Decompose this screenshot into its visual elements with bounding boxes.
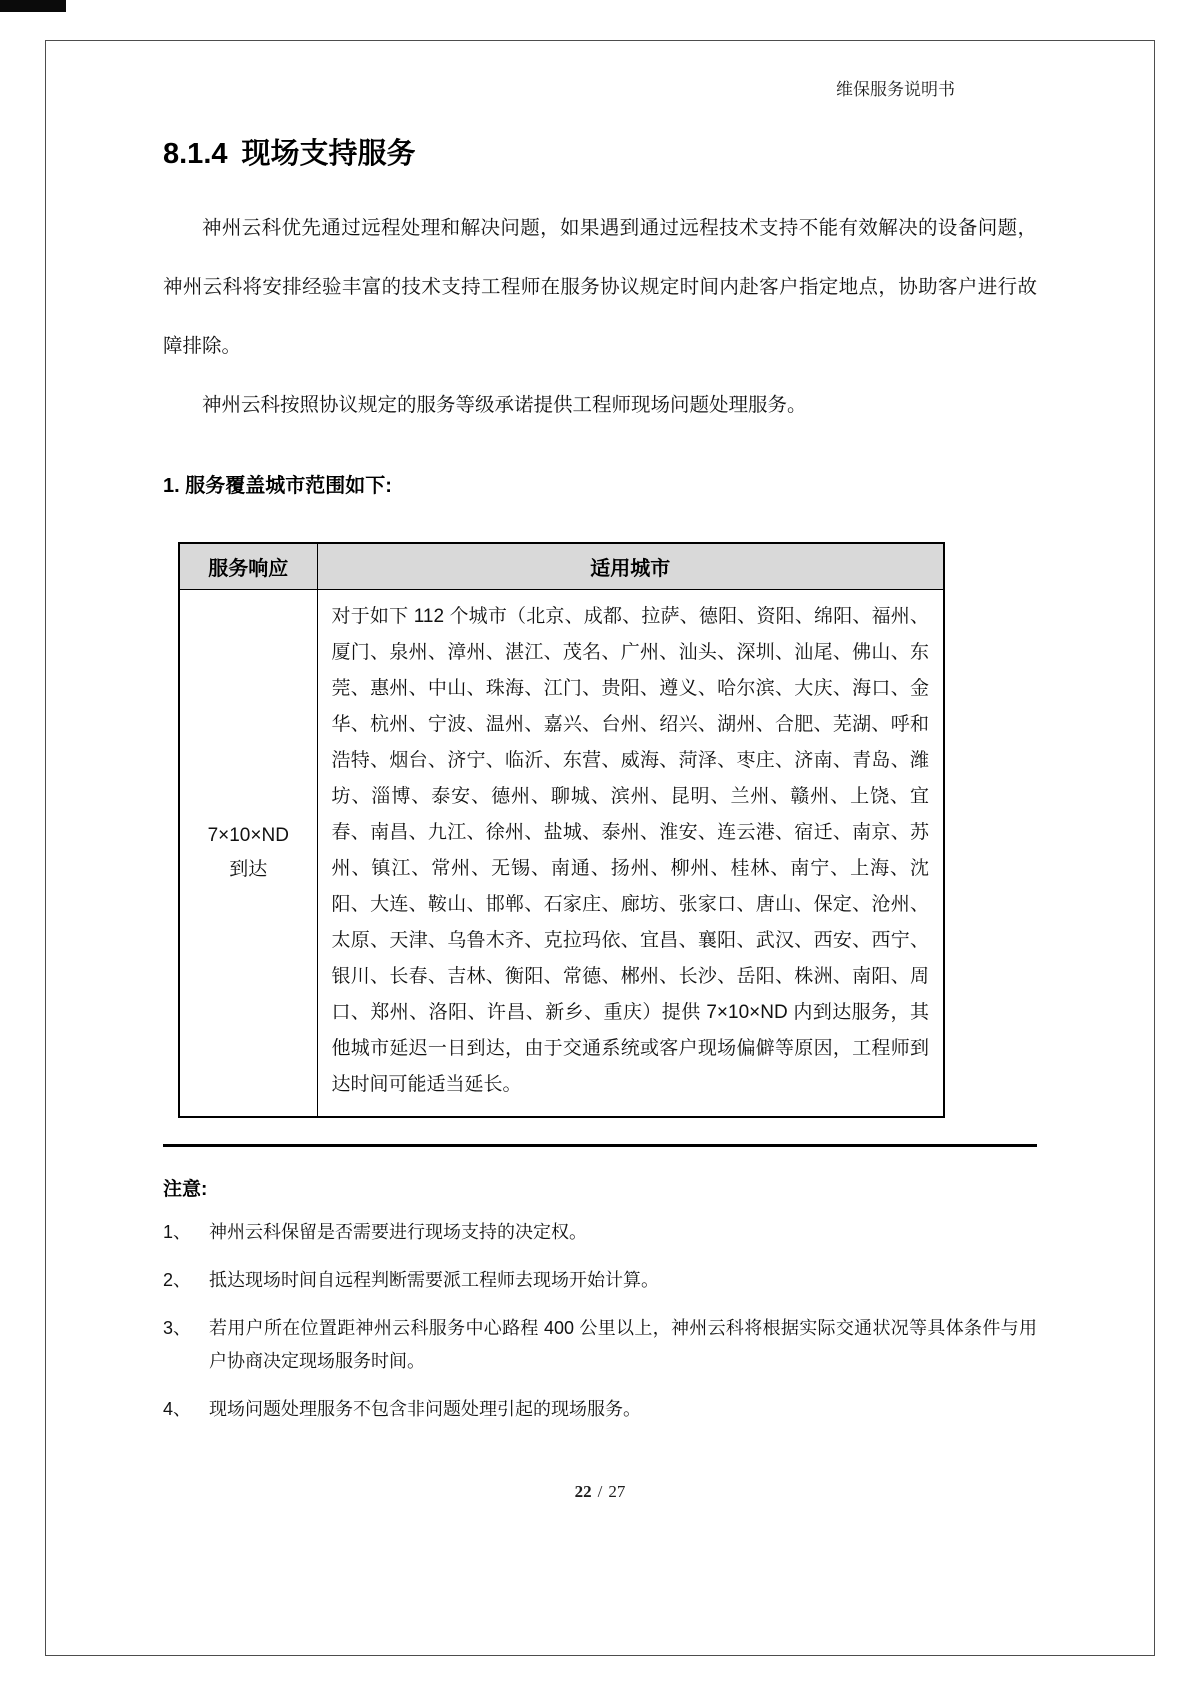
cell-applicable-cities: 对于如下 112 个城市（北京、成都、拉萨、德阳、资阳、绵阳、福州、厦门、泉州、漳州、湛江、茂名、广州、汕头、深圳、汕尾、佛山、东莞、惠州、中山、珠海、江门、贵阳、遵义、哈尔滨、大庆、海口、金华、杭州、宁波、温州、嘉兴、台州、绍兴、湖州、合肥、芜湖、呼和浩特、烟台、济宁、临沂、东营、威海、菏泽、枣庄、济南、青岛、潍坊、淄博、泰安、德州、聊城、滨州、昆明、兰州、赣州、上饶、宜春、南昌、九江、徐州、盐城、泰州、淮安、连云港、宿迁、南京、苏州、镇江、常州、无锡、南通、扬州、柳州、桂林、南宁、上海、沈阳、大连、鞍山、邯郸、石家庄、廊坊、张家口、唐山、保定、沧州、太原、天津、乌鲁木齐、克拉玛依、宜昌、襄阳、武汉、西安、西宁、银川、长春、吉林、衡阳、常德、郴州、长沙、岳阳、株洲、南阳、周口、郑州、洛阳、许昌、新乡、重庆）提供 7×10×ND 内到达服务，其他城市延迟一日到达，由于交通系统或客户现场偏僻等原因，工程师到达时间可能适当延长。 [317,589,944,1117]
notice-item [163,1264,1037,1297]
coverage-list-heading: 1. 服务覆盖城市范围如下: [163,475,392,497]
notice-item [163,1393,1037,1426]
document-header-title: 维保服务说明书 [836,80,955,99]
response-code: 7×10×ND [207,824,289,846]
table-row [179,589,944,1117]
service-coverage-table [178,542,945,1118]
response-arrival: 到达 [229,858,268,880]
scan-artifact [0,0,66,12]
paragraph-service-level: 神州云科按照协议规定的服务等级承诺提供工程师现场问题处理服务。 [202,394,807,416]
notice-list [163,1216,1037,1426]
notice-item-number: 1、 [163,1221,192,1242]
notice-item-text: 现场问题处理服务不包含非问题处理引起的现场服务。 [209,1398,641,1419]
section-number: 8.1.4 [163,138,228,170]
paragraph-remote-support: 神州云科优先通过远程处理和解决问题，如果遇到通过远程技术支持不能有效解决的设备问题，神州云科将安排经验丰富的技术支持工程师在服务协议规定时间内赴客户指定地点，协助客户进行故障排除。 [163,217,1037,357]
page-separator: / [597,1482,603,1501]
notice-item-text: 抵达现场时间自远程判断需要派工程师去现场开始计算。 [209,1269,659,1290]
notice-title: 注意: [163,1178,208,1200]
notice-item [163,1216,1037,1249]
table-header-applicable-cities: 适用城市 [317,543,944,589]
notice-item-text: 神州云科保留是否需要进行现场支持的决定权。 [209,1221,587,1242]
horizontal-rule [163,1144,1037,1147]
total-page-count: 27 [608,1482,626,1501]
page-footer [163,1482,1037,1502]
notice-item [163,1312,1037,1378]
current-page-number: 22 [574,1482,592,1501]
notice-item-number: 3、 [163,1317,192,1338]
section-heading [163,137,1037,171]
notice-item-number: 4、 [163,1398,192,1419]
table-header-service-response: 服务响应 [179,543,317,589]
page-content [163,75,1037,1426]
section-title: 现场支持服务 [241,138,416,170]
cell-service-response [179,589,317,1117]
table-header-row [179,543,944,589]
notice-item-text: 若用户所在位置距神州云科服务中心路程 400 公里以上，神州云科将根据实际交通状况等具体条件与用户协商决定现场服务时间。 [209,1317,1037,1371]
notice-item-number: 2、 [163,1269,192,1290]
